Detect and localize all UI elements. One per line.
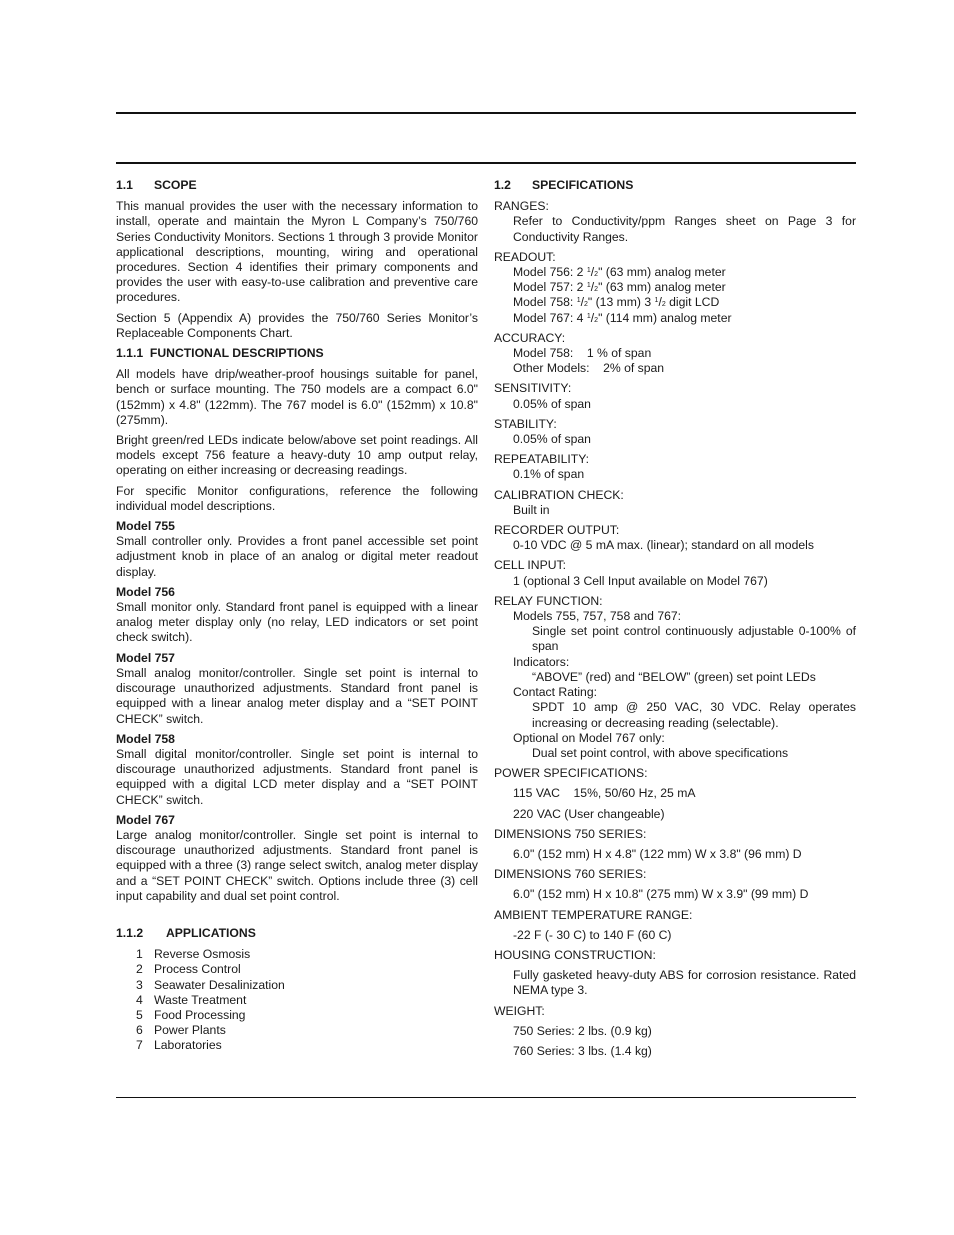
functional-paragraph-3: For specific Monitor configurations, reference the following individual model descriptions. [116, 483, 478, 513]
cell-input-label: CELL INPUT: [494, 558, 567, 573]
model-name: Model 757 [116, 650, 175, 665]
list-number: 2 [136, 962, 143, 977]
model-description: Small monitor only. Standard front panel is equipped with a linear analog meter display only (no relay, LED indicators or set point check switch). [116, 600, 478, 645]
header-rule-bottom [116, 162, 856, 164]
readout-label: READOUT: [494, 249, 556, 264]
list-label: Food Processing [154, 1007, 246, 1022]
model-name: Model 755 [116, 519, 175, 534]
list-item [136, 993, 478, 1008]
model-767 [116, 813, 478, 904]
repeatability-value: 0.1% of span [513, 467, 585, 482]
cell-input-value: 1 (optional 3 Cell Input available on Model 767) [513, 573, 768, 588]
relay-optional-text: Dual set point control, with above specifications [532, 745, 789, 760]
model-755 [116, 519, 478, 580]
stability-value: 0.05% of span [513, 432, 591, 447]
scope-paragraph-2: Section 5 (Appendix A) provides the 750/760 Series Monitor’s Replaceable Components Chart. [116, 310, 478, 340]
model-description: Small digital monitor/controller. Single set point is internal to discourage unauthorized adjustments. Standard front panel is equipped with a digital LCD meter display and a “SET POINT CHECK” switch. [116, 746, 478, 807]
scope-number: 1.1 [116, 178, 133, 192]
model-name: Model 758 [116, 731, 175, 746]
right-column [494, 178, 856, 1059]
housing-value: Fully gasketed heavy-duty ABS for corrosion resistance. Rated NEMA type 3. [513, 968, 856, 998]
functional-number: 1.1.1 [116, 346, 144, 361]
ambient-label: AMBIENT TEMPERATURE RANGE: [494, 907, 693, 922]
power-220: 220 VAC (User changeable) [513, 806, 665, 821]
weight-750: 750 Series: 2 lbs. (0.9 kg) [513, 1023, 652, 1038]
list-number: 1 [136, 947, 143, 962]
weight-label: WEIGHT: [494, 1003, 545, 1018]
dimensions-760-value: 6.0" (152 mm) H x 10.8" (275 mm) W x 3.9" (99 mm) D [513, 887, 809, 902]
functional-heading [116, 346, 478, 361]
header-rule-top [116, 112, 856, 114]
list-item [136, 1023, 478, 1038]
relay-contact-text: SPDT 10 amp @ 250 VAC, 30 VDC. Relay operates increasing or decreasing reading (selectable). [532, 700, 856, 730]
sensitivity-label: SENSITIVITY: [494, 381, 572, 396]
accuracy-758: Model 758: 1 % of span [513, 346, 652, 361]
model-758 [116, 732, 478, 808]
functional-paragraph-2: Bright green/red LEDs indicate below/above set point readings. All models except 756 feature a heavy-duty 10 amp output relay, operating on either increasing or decreasing readings. [116, 433, 478, 478]
dimensions-750-label: DIMENSIONS 750 SERIES: [494, 826, 647, 841]
scope-title: SCOPE [154, 178, 197, 192]
scope-heading [116, 178, 478, 193]
model-756 [116, 585, 478, 646]
readout-757: Model 757: 2 $^1$/2" (63 mm) analog meter [513, 280, 726, 295]
model-name: Model 756 [116, 584, 175, 599]
ranges-text: Refer to Conductivity/ppm Ranges sheet on Page 3 for Conductivity Ranges. [513, 214, 856, 244]
list-item [136, 962, 478, 977]
recorder-value: 0-10 VDC @ 5 mA max. (linear); standard on all models [513, 538, 814, 553]
list-label: Power Plants [154, 1023, 226, 1038]
accuracy-label: ACCURACY: [494, 330, 566, 345]
relay-contact-label: Contact Rating: [513, 685, 598, 700]
list-item [136, 1038, 478, 1053]
repeatability-label: REPEATABILITY: [494, 452, 590, 467]
readout-767: Model 767: 4 $^1$/2" (114 mm) analog meter [513, 310, 732, 325]
applications-title: APPLICATIONS [166, 925, 256, 940]
list-item [136, 1008, 478, 1023]
ambient-value: -22 F (- 30 C) to 140 F (60 C) [513, 927, 672, 942]
recorder-label: RECORDER OUTPUT: [494, 523, 620, 538]
relay-models-text: Single set point control continuously adjustable 0-100% of span [532, 624, 856, 654]
relay-function-label: RELAY FUNCTION: [494, 593, 603, 608]
power-label: POWER SPECIFICATIONS: [494, 766, 648, 781]
dimensions-760-label: DIMENSIONS 760 SERIES: [494, 867, 647, 882]
accuracy-other: Other Models: 2% of span [513, 361, 665, 376]
applications-heading [116, 926, 478, 941]
readout-756: Model 756: 2 $^1$/2" (63 mm) analog meter [513, 265, 726, 280]
model-description: Large analog monitor/controller. Single set point is internal to discourage unauthorized adjustments. Standard front panel is equipped with a three (3) range select switch, analog meter display and a “SET POINT CHECK” switch. Options include three (3) cell input capability and dual set point control. [116, 827, 478, 903]
list-label: Waste Treatment [154, 992, 247, 1007]
list-label: Reverse Osmosis [154, 947, 251, 962]
functional-paragraph-1: All models have drip/weather-proof housings suitable for panel, bench or surface mounting. The 750 models are a compact 6.0" (152mm) x 4.8" (122mm). The 767 model is 6.0" (152mm) x 10.8" (275mm). [116, 367, 478, 427]
applications-list [116, 947, 478, 1053]
scope-paragraph-1: This manual provides the user with the necessary information to install, operate and maintain the Myron L Company’s 750/760 Series Conductivity Monitors. Sections 1 through 3 provide Monitor applicational descriptions, mounting, wiring and operational procedures. Section 4 identifies their primary components and provides the user with easy-to-use calibration and preventive care procedures. [116, 199, 478, 305]
functional-title: FUNCTIONAL DESCRIPTIONS [149, 346, 324, 361]
list-label: Seawater Desalinization [154, 977, 285, 992]
model-description: Small controller only. Provides a front panel accessible set point adjustment knob in place of an analog or digital meter readout display. [116, 534, 478, 579]
stability-label: STABILITY: [494, 416, 557, 431]
power-115: 115 VAC 15%, 50/60 Hz, 25 mA [513, 786, 696, 801]
list-label: Laboratories [154, 1038, 222, 1053]
model-757 [116, 651, 478, 727]
footer-rule [116, 1097, 856, 1098]
weight-760: 760 Series: 3 lbs. (1.4 kg) [513, 1043, 652, 1058]
list-item [136, 978, 478, 993]
specifications-heading [494, 178, 856, 193]
list-number: 4 [136, 992, 143, 1007]
list-number: 3 [136, 977, 143, 992]
relay-indicators-text: “ABOVE” (red) and “BELOW” (green) set point LEDs [532, 669, 816, 684]
calibration-value: Built in [513, 502, 550, 517]
specifications-title: SPECIFICATIONS [532, 178, 634, 192]
list-number: 6 [136, 1023, 143, 1038]
list-number: 5 [136, 1007, 143, 1022]
model-name: Model 767 [116, 812, 175, 827]
dimensions-750-value: 6.0" (152 mm) H x 4.8" (122 mm) W x 3.8" (96 mm) D [513, 846, 802, 861]
left-column [116, 178, 478, 1054]
list-number: 7 [136, 1038, 143, 1053]
applications-number: 1.1.2 [116, 925, 144, 940]
sensitivity-value: 0.05% of span [513, 396, 591, 411]
list-item [136, 947, 478, 962]
ranges-label: RANGES: [494, 199, 549, 214]
relay-indicators-label: Indicators: [513, 654, 570, 669]
calibration-label: CALIBRATION CHECK: [494, 487, 624, 502]
relay-models-label: Models 755, 757, 758 and 767: [513, 609, 682, 624]
model-description: Small analog monitor/controller. Single set point is internal to discourage unauthorized adjustments. Standard front panel is equipped with a linear analog meter display and a “SET POINT CHECK” switch. [116, 665, 478, 726]
specifications-number: 1.2 [494, 178, 511, 192]
housing-label: HOUSING CONSTRUCTION: [494, 947, 656, 962]
readout-758: Model 758: $^1$/2" (13 mm) 3 $^1$/2 digit LCD [513, 295, 720, 310]
relay-optional-label: Optional on Model 767 only: [513, 730, 665, 745]
list-label: Process Control [154, 962, 241, 977]
